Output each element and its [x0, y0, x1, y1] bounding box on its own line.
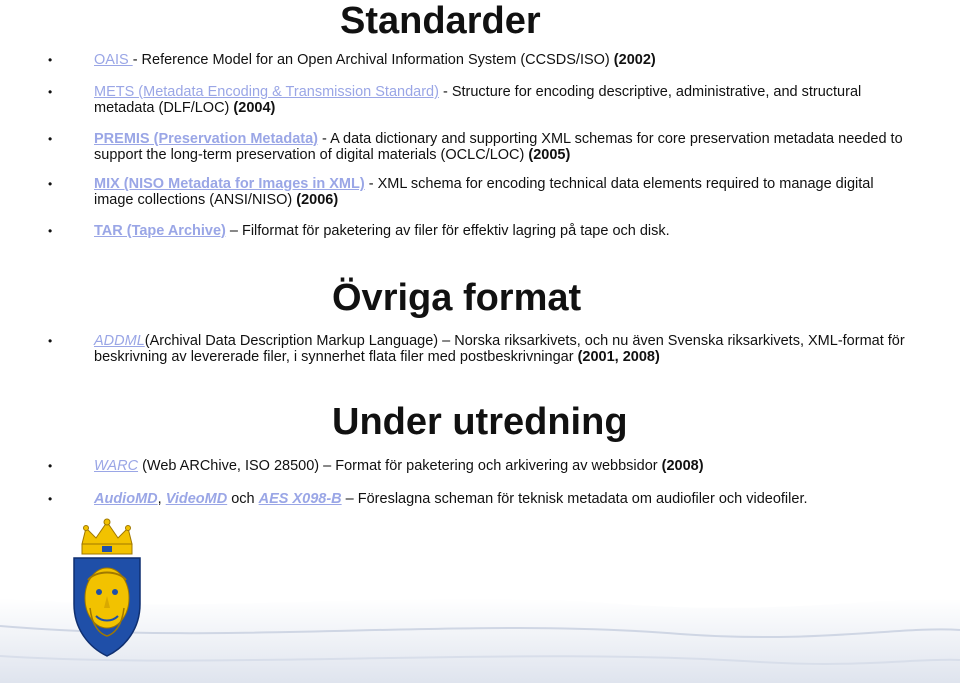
bullet: • [48, 85, 53, 99]
list-item-media-metadata [48, 491, 914, 507]
oais-link[interactable]: OAIS [94, 52, 133, 68]
addml-link[interactable]: ADDML [94, 333, 145, 349]
aes-link[interactable]: AES X098-B [258, 491, 342, 507]
list-item-oais [48, 52, 914, 68]
oais-year: (2002) [613, 52, 656, 68]
heading-other-formats: Övriga format [332, 277, 582, 319]
audiomd-link[interactable]: AudioMD [94, 491, 158, 507]
bullet: • [48, 334, 53, 348]
warc-year: (2008) [661, 458, 704, 474]
videomd-link[interactable]: VideoMD [165, 491, 228, 507]
bullet: • [48, 132, 53, 146]
addml-text: (Archival Data Description Markup Language) – Norska riksarkivets, och nu även Svenska riksarkivets, XML-format för beskrivning av levererade filer, i synnerhet flata filer med postbeskrivningar [94, 333, 905, 365]
tar-text: – Filformat för paketering av filer för effektiv lagring på tape och disk. [225, 223, 670, 239]
list-item-warc [48, 458, 914, 474]
list-item-addml [48, 333, 920, 365]
warc-text: (Web ARChive, ISO 28500) – Format för paketering och arkivering av webbsidor [138, 458, 662, 474]
mix-year: (2006) [296, 192, 339, 208]
mets-year: (2004) [233, 100, 276, 116]
bullet: • [48, 224, 53, 238]
separator-och: och [227, 491, 259, 507]
separator-comma: , [157, 491, 166, 507]
tar-link[interactable]: TAR (Tape Archive) [94, 223, 226, 239]
bullet: • [48, 53, 53, 67]
mix-text: - XML schema for encoding technical data elements required to manage digital image collections (ANSI/NISO) [94, 176, 874, 208]
heading-standards: Standarder [340, 0, 541, 42]
media-text: – Föreslagna scheman för teknisk metadata om audiofiler och videofiler. [341, 491, 808, 507]
list-item-tar [48, 223, 914, 239]
premis-text: - A data dictionary and supporting XML schemas for core preservation metadata needed to support the long-term preservation of digital materials (OCLC/LOC) [94, 131, 903, 163]
heading-under-investigation: Under utredning [332, 401, 628, 443]
mets-text: - Structure for encoding descriptive, administrative, and structural metadata (DLF/LOC) [94, 84, 862, 116]
bullet: • [48, 177, 53, 191]
oais-text: - Reference Model for an Open Archival Information System (CCSDS/ISO) [132, 52, 614, 68]
list-item-mix [48, 176, 914, 208]
mets-link[interactable]: METS (Metadata Encoding & Transmission Standard) [94, 84, 439, 100]
warc-link[interactable]: WARC [94, 458, 139, 474]
archive-emblem-icon [66, 518, 148, 658]
bullet: • [48, 492, 53, 506]
premis-year: (2005) [528, 147, 571, 163]
list-item-mets [48, 84, 914, 116]
premis-link[interactable]: PREMIS (Preservation Metadata) [94, 131, 319, 147]
addml-year: (2001, 2008) [577, 349, 660, 365]
mix-link[interactable]: MIX (NISO Metadata for Images in XML) [94, 176, 365, 192]
bullet: • [48, 459, 53, 473]
list-item-premis [48, 131, 914, 163]
